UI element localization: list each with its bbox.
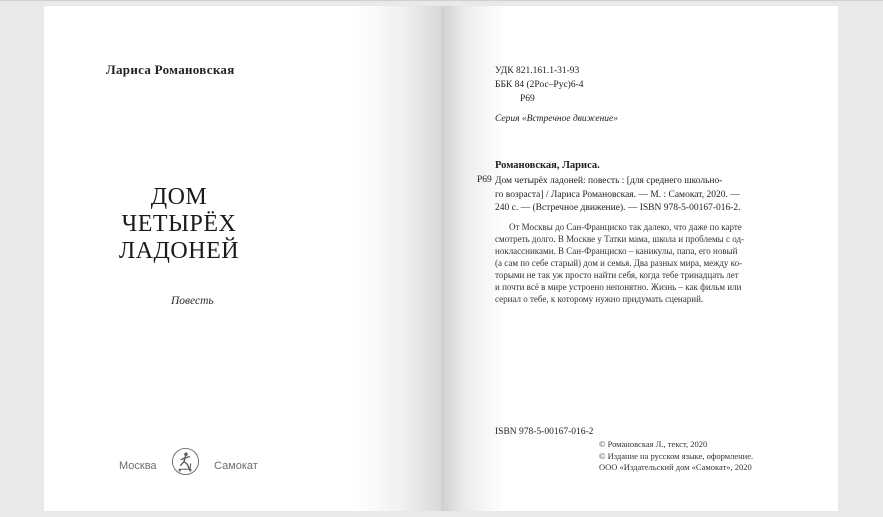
book-author: Лариса Романовская — [106, 62, 235, 77]
annotation-line: От Москвы до Сан-Франциско так далеко, что даже по карте — [509, 222, 742, 232]
copyright-block — [599, 439, 753, 474]
copyright-line: © Издание на русском языке, оформление. — [599, 450, 754, 461]
title-line-3: ЛАДОНЕЙ — [118, 238, 240, 264]
annotation-line: (а сам по себе старый) дом и семья. Два разных мира, между ко- — [495, 258, 743, 268]
book-annotation — [495, 221, 791, 305]
catalog-entry-code: Р69 — [477, 175, 492, 185]
title-line-1: ДОМ — [150, 184, 208, 210]
catalog-entry-line: го возраста] / Лариса Романовская. — М. : Самокат, 2020. — — [495, 189, 740, 200]
copyright-line: © Романовская Л., текст, 2020 — [599, 439, 708, 449]
isbn: ISBN 978-5-00167-016-2 — [495, 427, 594, 437]
author-sign-code: Р69 — [520, 94, 535, 104]
bbk-code: ББК 84 (2Рос–Рус)6-4 — [495, 80, 584, 90]
right-page — [441, 6, 838, 511]
book-title — [104, 184, 254, 265]
annotation-line: сериал о тебе, к которому нужно придумать сценарий. — [495, 294, 704, 304]
catalog-entry-author: Романовская, Лариса. — [495, 160, 600, 171]
catalog-entry-line: Дом четырёх ладоней: повесть : [для среднего школьно- — [495, 176, 723, 186]
udk-code: УДК 821.161.1-31-93 — [495, 66, 580, 76]
left-page — [44, 6, 441, 511]
copyright-line: ООО «Издательский дом «Самокат», 2020 — [599, 462, 752, 472]
catalog-entry-line: 240 с. — (Встречное движение). — ISBN 978-5-00167-016-2. — [495, 203, 741, 213]
book-series: Серия «Встречное движение» — [495, 114, 619, 124]
catalog-entry-text — [495, 175, 791, 216]
publisher-city: Москва — [119, 460, 157, 472]
samokat-logo-icon — [171, 447, 200, 476]
title-line-2: ЧЕТЫРЁХ — [121, 211, 237, 237]
publisher-name: Самокат — [214, 460, 258, 472]
annotation-line: и почти всё в мире устроено непонятно. Жизнь – как фильм или — [495, 282, 742, 292]
annotation-line: торыми не так уж просто найти себя, когда тебе тринадцать лет — [495, 270, 739, 280]
annotation-line: смотреть долго. В Москве у Татки мама, школа и проблемы с од- — [495, 234, 745, 244]
annotation-line: ноклассниками. В Сан-Франциско – каникулы, папа, его новый — [495, 246, 738, 256]
book-genre: Повесть — [171, 295, 214, 307]
